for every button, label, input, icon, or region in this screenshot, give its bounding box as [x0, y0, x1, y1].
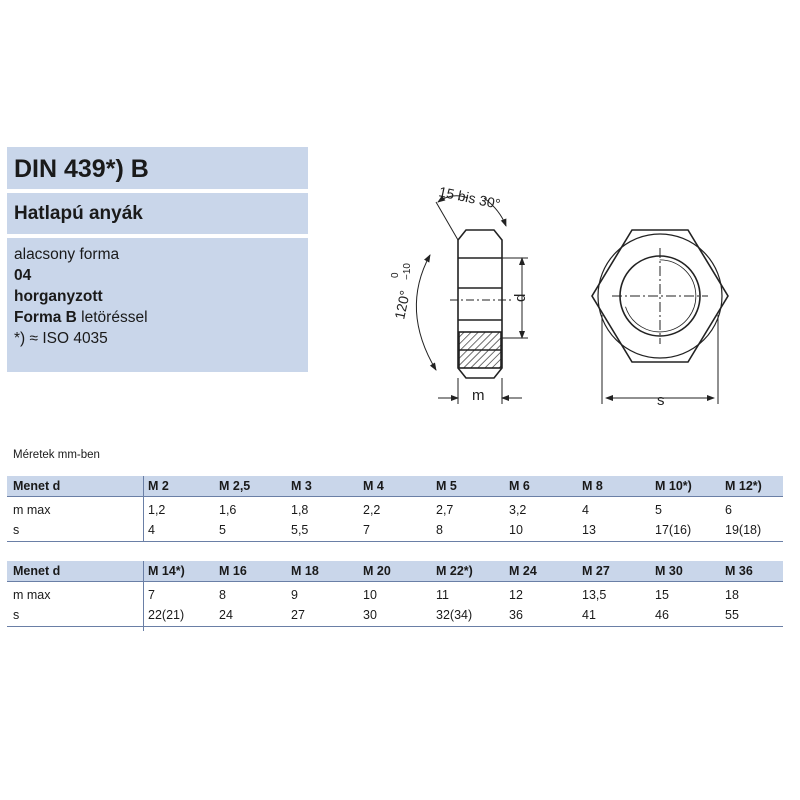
- table-rule: [7, 541, 783, 542]
- value-cell: 22(21): [148, 608, 185, 622]
- technical-drawing: [360, 160, 760, 420]
- side-view: [450, 230, 514, 378]
- subtitle-box: [7, 193, 308, 234]
- value-cell: 8: [219, 588, 226, 602]
- value-cell: 32(34): [436, 608, 473, 622]
- size-cell: M 10*): [655, 479, 692, 493]
- table-rule: [7, 626, 783, 627]
- value-cell: 13,5: [582, 588, 607, 602]
- size-cell: M 16: [219, 564, 247, 578]
- dim-s-label: s: [657, 392, 665, 409]
- units-note: Méretek mm-ben: [13, 449, 100, 461]
- value-cell: 5,5: [291, 523, 309, 537]
- value-cell: 30: [363, 608, 377, 622]
- table-row: [7, 500, 783, 520]
- table-row: [7, 585, 783, 605]
- table-divider: [143, 476, 144, 542]
- value-cell: 7: [363, 523, 370, 537]
- size-cell: M 20: [363, 564, 391, 578]
- value-cell: 24: [219, 608, 233, 622]
- value-cell: 3,2: [509, 503, 527, 517]
- value-cell: 7: [148, 588, 155, 602]
- value-cell: 46: [655, 608, 669, 622]
- value-cell: 9: [291, 588, 298, 602]
- value-cell: 11: [436, 588, 449, 602]
- size-cell: M 24: [509, 564, 537, 578]
- info-form: alacsony forma: [14, 246, 120, 263]
- table-rule: [7, 496, 783, 497]
- size-cell: M 18: [291, 564, 319, 578]
- size-cell: M 12*): [725, 479, 762, 493]
- value-cell: 2,2: [363, 503, 381, 517]
- title-box: [7, 147, 308, 189]
- info-forma-bold: Forma B: [14, 309, 77, 326]
- value-cell: 19(18): [725, 523, 762, 537]
- value-cell: 12: [509, 588, 523, 602]
- value-cell: 4: [582, 503, 589, 517]
- value-cell: 1,2: [148, 503, 166, 517]
- value-cell: 41: [582, 608, 596, 622]
- value-cell: 6: [725, 503, 732, 517]
- size-cell: M 3: [291, 479, 312, 493]
- info-iso: *) ≈ ISO 4035: [14, 330, 108, 347]
- size-cell: M 14*): [148, 564, 185, 578]
- size-cell: M 5: [436, 479, 457, 493]
- row-label: s: [13, 523, 20, 537]
- value-cell: 18: [725, 588, 739, 602]
- value-cell: 1,8: [291, 503, 309, 517]
- value-cell: 2,7: [436, 503, 454, 517]
- size-cell: M 2,5: [219, 479, 251, 493]
- value-cell: 8: [436, 523, 443, 537]
- chamfer-angle-label: 15 bis 30°: [437, 183, 502, 212]
- document-title: DIN 439*) B: [14, 155, 149, 183]
- row-label: m max: [13, 588, 51, 602]
- dim-m-label: m: [472, 387, 485, 404]
- tolerance-upper: 0: [390, 272, 401, 278]
- front-view: [592, 230, 728, 362]
- dimension-table-2: [7, 561, 783, 631]
- table-row: [7, 605, 783, 625]
- value-cell: 27: [291, 608, 305, 622]
- table-header-row: [7, 561, 783, 581]
- size-cell: M 22*): [436, 564, 473, 578]
- info-box: [7, 238, 308, 372]
- tolerance-lower: −10: [402, 263, 413, 280]
- value-cell: 4: [148, 523, 155, 537]
- angle-arc: [416, 255, 436, 370]
- table-header-label: Menet d: [13, 564, 61, 578]
- value-cell: 10: [363, 588, 377, 602]
- table-header-label: Menet d: [13, 479, 61, 493]
- value-cell: 5: [655, 503, 662, 517]
- angle-label: 120°: [391, 288, 413, 321]
- table-row: [7, 520, 783, 540]
- value-cell: 1,6: [219, 503, 237, 517]
- dim-d-label: d: [512, 293, 529, 302]
- size-cell: M 6: [509, 479, 530, 493]
- size-cell: M 2: [148, 479, 169, 493]
- value-cell: 10: [509, 523, 523, 537]
- row-label: m max: [13, 503, 51, 517]
- document-subtitle: Hatlapú anyák: [14, 203, 143, 224]
- info-forma-rest: letöréssel: [76, 309, 148, 326]
- value-cell: 5: [219, 523, 226, 537]
- info-forma: [14, 309, 148, 327]
- value-cell: 15: [655, 588, 669, 602]
- size-cell: M 30: [655, 564, 683, 578]
- table-divider: [143, 561, 144, 631]
- value-cell: 36: [509, 608, 523, 622]
- table-rule: [7, 581, 783, 582]
- size-cell: M 8: [582, 479, 603, 493]
- info-finish: horganyzott: [14, 288, 103, 305]
- row-label: s: [13, 608, 20, 622]
- value-cell: 55: [725, 608, 739, 622]
- size-cell: M 36: [725, 564, 753, 578]
- value-cell: 13: [582, 523, 596, 537]
- table-header-row: [7, 476, 783, 496]
- dimension-table-1: [7, 476, 783, 542]
- info-code: 04: [14, 267, 32, 284]
- size-cell: M 4: [363, 479, 384, 493]
- size-cell: M 27: [582, 564, 610, 578]
- value-cell: 17(16): [655, 523, 692, 537]
